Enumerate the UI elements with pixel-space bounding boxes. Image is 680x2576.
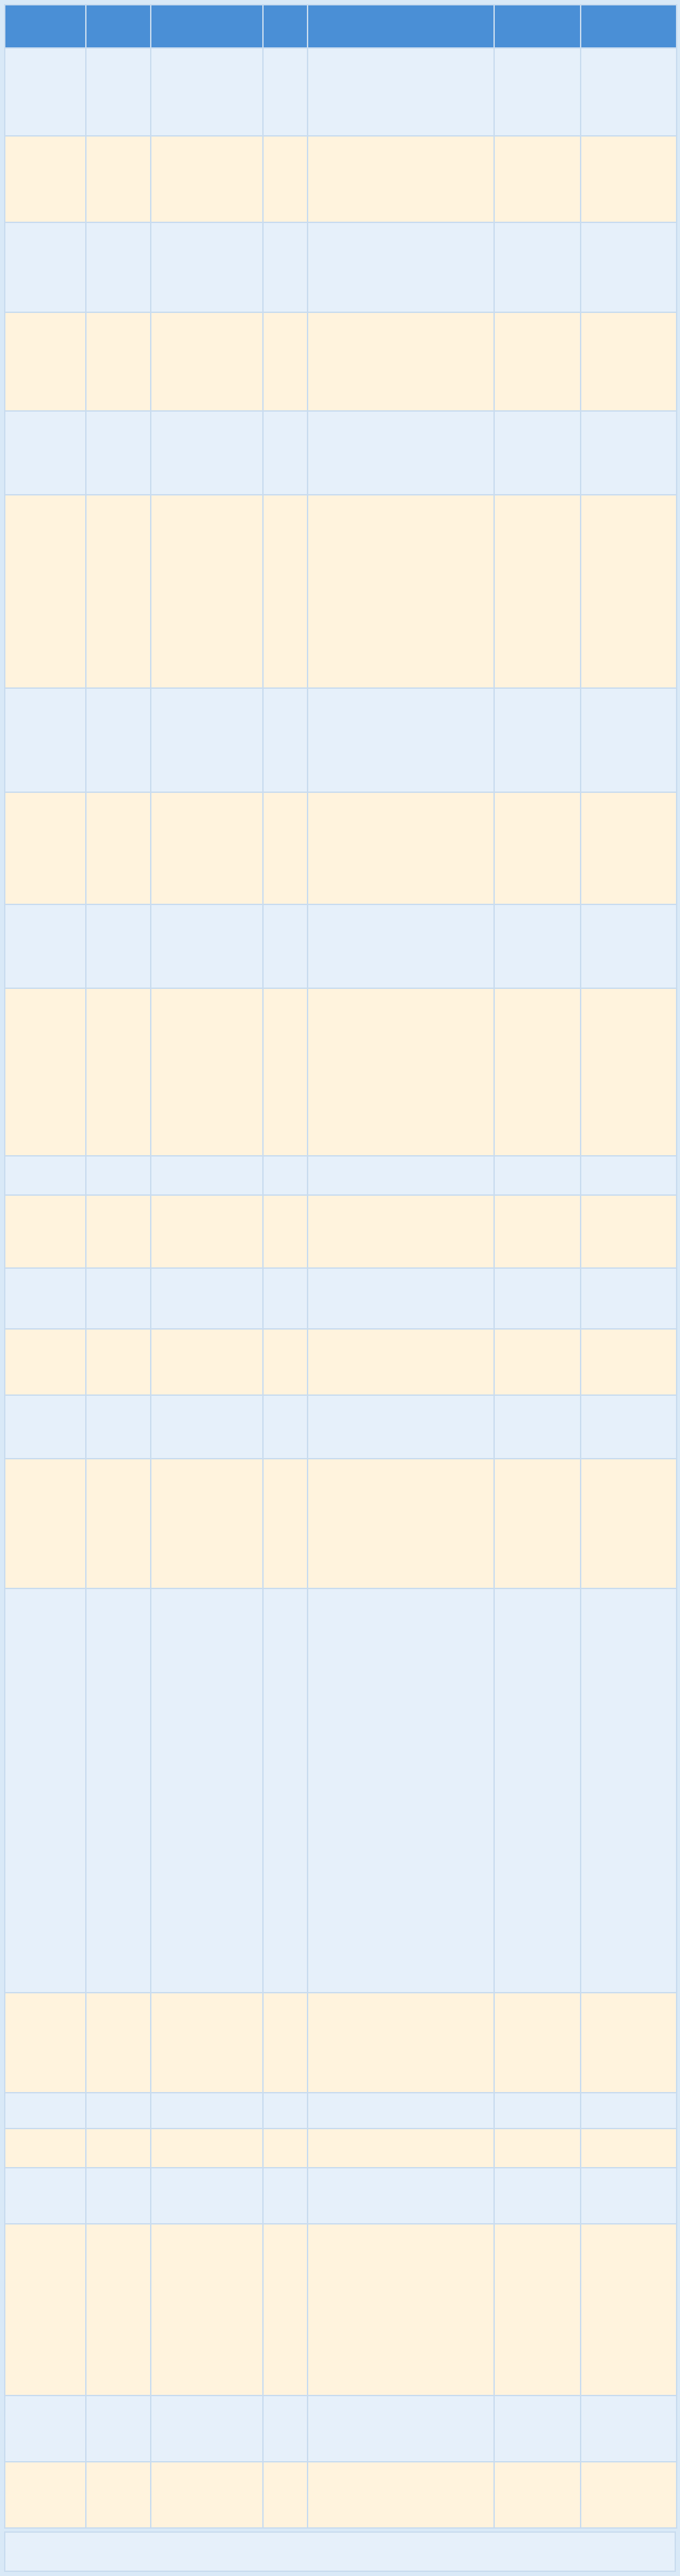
cell-doctor: [86, 495, 151, 688]
cell-department: [263, 1195, 308, 1268]
cell-hospital: [151, 904, 263, 988]
col-header: [5, 5, 86, 48]
table-row: [5, 1195, 677, 1268]
cell-phone: [581, 2129, 677, 2168]
cell-specialty: [308, 1156, 494, 1195]
cell-community: [5, 2396, 86, 2462]
cell-specialty: [308, 1329, 494, 1395]
table-row: [5, 1588, 677, 1993]
table-row: [5, 136, 677, 222]
cell-community: [5, 2093, 86, 2129]
cell-clinic-time: [494, 792, 581, 904]
table-row: [5, 495, 677, 688]
cell-department: [263, 1156, 308, 1195]
cell-community: [5, 411, 86, 495]
cell-clinic-time: [494, 2462, 581, 2528]
cell-hospital: [151, 2396, 263, 2462]
cell-specialty: [308, 222, 494, 312]
cell-clinic-time: [494, 312, 581, 411]
cell-community: [5, 792, 86, 904]
cell-phone: [581, 1329, 677, 1395]
cell-community: [5, 1993, 86, 2093]
col-header: [151, 5, 263, 48]
cell-clinic-time: [494, 2224, 581, 2396]
cell-specialty: [308, 2224, 494, 2396]
cell-community: [5, 904, 86, 988]
cell-hospital: [151, 1268, 263, 1329]
cell-department: [263, 2396, 308, 2462]
cell-specialty: [308, 2093, 494, 2129]
cell-specialty: [308, 1588, 494, 1993]
cell-department: [263, 136, 308, 222]
col-header: [494, 5, 581, 48]
cell-phone: [581, 1395, 677, 1459]
cell-doctor: [86, 411, 151, 495]
cell-phone: [581, 1588, 677, 1993]
cell-phone: [581, 136, 677, 222]
table-row: [5, 1329, 677, 1395]
cell-clinic-time: [494, 2129, 581, 2168]
cell-hospital: [151, 411, 263, 495]
cell-doctor: [86, 136, 151, 222]
cell-hospital: [151, 1588, 263, 1993]
cell-phone: [581, 2462, 677, 2528]
cell-phone: [581, 792, 677, 904]
cell-department: [263, 1588, 308, 1993]
cell-hospital: [151, 2129, 263, 2168]
cell-phone: [581, 1993, 677, 2093]
cell-clinic-time: [494, 1588, 581, 1993]
col-header: [263, 5, 308, 48]
table-row: [5, 904, 677, 988]
cell-doctor: [86, 1588, 151, 1993]
cell-department: [263, 2168, 308, 2224]
cell-community: [5, 222, 86, 312]
cell-hospital: [151, 1195, 263, 1268]
cell-doctor: [86, 904, 151, 988]
table-row: [5, 48, 677, 136]
cell-department: [263, 688, 308, 792]
cell-doctor: [86, 792, 151, 904]
table-row: [5, 411, 677, 495]
table-row: [5, 988, 677, 1156]
cell-community: [5, 1459, 86, 1588]
cell-doctor: [86, 2396, 151, 2462]
cell-community: [5, 2129, 86, 2168]
cell-hospital: [151, 222, 263, 312]
cell-specialty: [308, 792, 494, 904]
table-row: [5, 688, 677, 792]
cell-doctor: [86, 312, 151, 411]
cell-community: [5, 2224, 86, 2396]
cell-hospital: [151, 495, 263, 688]
cell-phone: [581, 1459, 677, 1588]
cell-doctor: [86, 1156, 151, 1195]
cell-specialty: [308, 1993, 494, 2093]
cell-clinic-time: [494, 1395, 581, 1459]
cell-doctor: [86, 988, 151, 1156]
cell-department: [263, 988, 308, 1156]
cell-clinic-time: [494, 904, 581, 988]
cell-clinic-time: [494, 2168, 581, 2224]
cell-hospital: [151, 2462, 263, 2528]
cell-clinic-time: [494, 1329, 581, 1395]
header-row: [5, 5, 677, 48]
cell-community: [5, 1156, 86, 1195]
cell-specialty: [308, 312, 494, 411]
cell-department: [263, 1459, 308, 1588]
cell-specialty: [308, 48, 494, 136]
cell-hospital: [151, 2224, 263, 2396]
cell-clinic-time: [494, 1459, 581, 1588]
table-row: [5, 1156, 677, 1195]
table-row: [5, 792, 677, 904]
cell-hospital: [151, 48, 263, 136]
cell-clinic-time: [494, 1195, 581, 1268]
cell-specialty: [308, 2129, 494, 2168]
cell-community: [5, 495, 86, 688]
cell-department: [263, 1395, 308, 1459]
cell-doctor: [86, 2093, 151, 2129]
cell-clinic-time: [494, 988, 581, 1156]
cell-clinic-time: [494, 411, 581, 495]
cell-community: [5, 1588, 86, 1993]
cell-doctor: [86, 2462, 151, 2528]
cell-hospital: [151, 312, 263, 411]
cell-clinic-time: [494, 2093, 581, 2129]
cell-doctor: [86, 2224, 151, 2396]
schedule-table: [4, 4, 677, 2529]
cell-community: [5, 1195, 86, 1268]
cell-specialty: [308, 495, 494, 688]
cell-doctor: [86, 1268, 151, 1329]
cell-department: [263, 792, 308, 904]
cell-department: [263, 2224, 308, 2396]
cell-specialty: [308, 1395, 494, 1459]
cell-community: [5, 1329, 86, 1395]
cell-phone: [581, 411, 677, 495]
cell-phone: [581, 904, 677, 988]
cell-specialty: [308, 411, 494, 495]
col-header: [308, 5, 494, 48]
cell-clinic-time: [494, 48, 581, 136]
cell-doctor: [86, 688, 151, 792]
cell-clinic-time: [494, 688, 581, 792]
cell-hospital: [151, 988, 263, 1156]
table-row: [5, 312, 677, 411]
cell-clinic-time: [494, 222, 581, 312]
table-row: [5, 2093, 677, 2129]
cell-community: [5, 988, 86, 1156]
cell-hospital: [151, 1329, 263, 1395]
cell-phone: [581, 1195, 677, 1268]
cell-hospital: [151, 1395, 263, 1459]
table-row: [5, 2396, 677, 2462]
cell-phone: [581, 688, 677, 792]
cell-department: [263, 2129, 308, 2168]
cell-hospital: [151, 1156, 263, 1195]
cell-hospital: [151, 136, 263, 222]
cell-phone: [581, 988, 677, 1156]
cell-specialty: [308, 988, 494, 1156]
cell-doctor: [86, 1329, 151, 1395]
col-header: [86, 5, 151, 48]
cell-phone: [581, 1268, 677, 1329]
cell-community: [5, 136, 86, 222]
cell-hospital: [151, 2168, 263, 2224]
cell-doctor: [86, 222, 151, 312]
cell-specialty: [308, 2462, 494, 2528]
cell-specialty: [308, 1459, 494, 1588]
cell-doctor: [86, 1993, 151, 2093]
cell-doctor: [86, 1459, 151, 1588]
cell-specialty: [308, 688, 494, 792]
cell-hospital: [151, 688, 263, 792]
cell-phone: [581, 2396, 677, 2462]
cell-department: [263, 312, 308, 411]
cell-specialty: [308, 2396, 494, 2462]
cell-department: [263, 1268, 308, 1329]
table-row: [5, 2129, 677, 2168]
cell-department: [263, 904, 308, 988]
cell-department: [263, 1329, 308, 1395]
cell-phone: [581, 48, 677, 136]
cell-specialty: [308, 904, 494, 988]
cell-department: [263, 222, 308, 312]
cell-phone: [581, 1156, 677, 1195]
cell-clinic-time: [494, 2396, 581, 2462]
cell-clinic-time: [494, 495, 581, 688]
cell-community: [5, 48, 86, 136]
cell-hospital: [151, 1459, 263, 1588]
cell-department: [263, 48, 308, 136]
cell-community: [5, 2168, 86, 2224]
table-row: [5, 1459, 677, 1588]
table-row: [5, 222, 677, 312]
cell-hospital: [151, 2093, 263, 2129]
table-row: [5, 1395, 677, 1459]
cell-specialty: [308, 1268, 494, 1329]
cell-community: [5, 688, 86, 792]
cell-phone: [581, 2093, 677, 2129]
cell-department: [263, 411, 308, 495]
table-row: [5, 2168, 677, 2224]
cell-hospital: [151, 792, 263, 904]
cell-community: [5, 312, 86, 411]
cell-doctor: [86, 2129, 151, 2168]
cell-department: [263, 495, 308, 688]
cell-phone: [581, 312, 677, 411]
cell-clinic-time: [494, 1268, 581, 1329]
table-row: [5, 1993, 677, 2093]
cell-department: [263, 2462, 308, 2528]
cell-department: [263, 2093, 308, 2129]
cell-community: [5, 1268, 86, 1329]
cell-clinic-time: [494, 136, 581, 222]
cell-phone: [581, 495, 677, 688]
table-row: [5, 2224, 677, 2396]
cell-specialty: [308, 2168, 494, 2224]
table-row: [5, 1268, 677, 1329]
col-header: [581, 5, 677, 48]
cell-phone: [581, 222, 677, 312]
cell-doctor: [86, 48, 151, 136]
cell-specialty: [308, 136, 494, 222]
cell-hospital: [151, 1993, 263, 2093]
cell-clinic-time: [494, 1156, 581, 1195]
cell-specialty: [308, 1195, 494, 1268]
cell-doctor: [86, 1395, 151, 1459]
table-row: [5, 2462, 677, 2528]
cell-phone: [581, 2224, 677, 2396]
cell-phone: [581, 2168, 677, 2224]
cell-community: [5, 2462, 86, 2528]
cell-clinic-time: [494, 1993, 581, 2093]
cell-department: [263, 1993, 308, 2093]
cell-doctor: [86, 1195, 151, 1268]
cell-community: [5, 1395, 86, 1459]
cell-doctor: [86, 2168, 151, 2224]
footer-note: [4, 2531, 676, 2572]
